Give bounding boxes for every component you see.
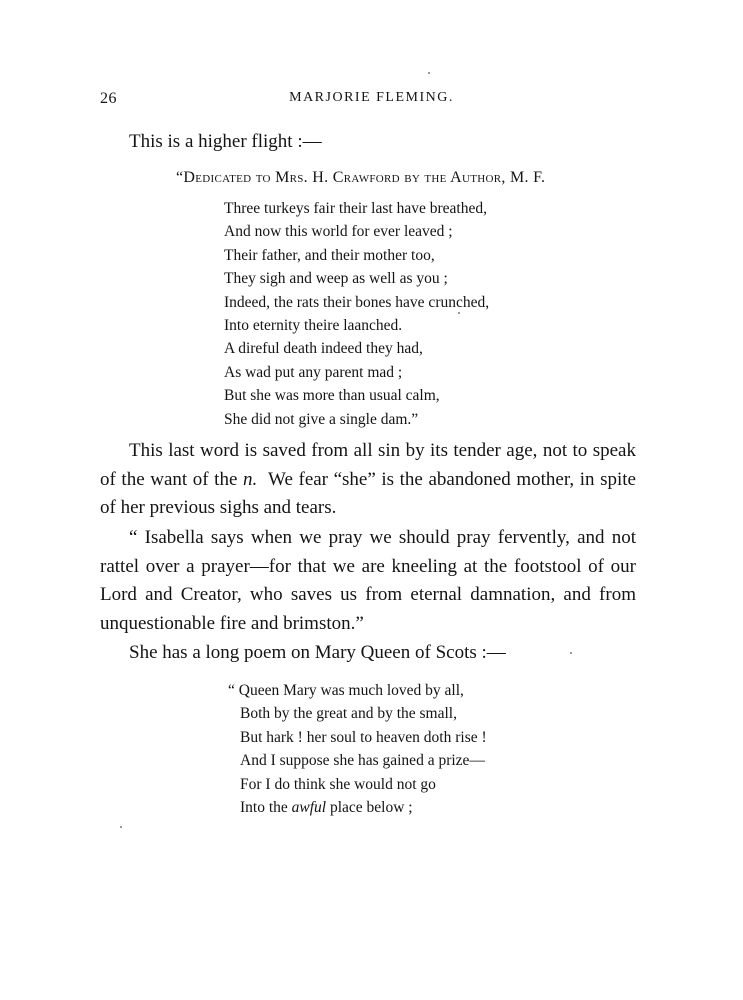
paragraph-text: We fear “she” is the abandoned mother, in spite of her previous sighs and tears. [100, 468, 641, 519]
poem-line: And I suppose she has gained a prize— [240, 752, 485, 770]
scan-speck [120, 826, 122, 828]
poem-line: Indeed, the rats their bones have crunched, [224, 293, 490, 311]
poem-text: Into the [240, 798, 292, 816]
poem-line: A direful death indeed they had, [224, 340, 423, 358]
poem-line: Into eternity theire laanched. [224, 316, 403, 334]
paragraph-last-word [100, 437, 641, 523]
poem-line: “ Queen Mary was much loved by all, [228, 682, 464, 699]
scan-speck [458, 312, 460, 314]
scan-speck [428, 72, 430, 74]
paragraph-isabella-quote: “ Isabella says when we pray we should pray fervently, and not rattel over a prayer—for that we are kneeling at the footstool of our Lord and Creator, who saves us from eternal damnation, and from unquestionable fire and brimston.” [100, 527, 636, 635]
scan-speck [570, 652, 572, 654]
poem-line: She did not give a single dam.” [224, 410, 419, 428]
page-number: 26 [100, 90, 117, 107]
poem-line: For I do think she would not go [240, 775, 436, 793]
dedication-open-quote: “ [176, 169, 184, 186]
poem-turkeys [224, 197, 489, 431]
italic-awful: awful [291, 798, 327, 816]
paragraph-text: This last word is saved from all sin by its tender age, not to speak of the want of the [100, 440, 636, 490]
poem-queen-mary [228, 679, 487, 819]
poem-line: As wad put any parent mad ; [224, 363, 403, 381]
poem-line: And now this world for ever leaved ; [224, 223, 453, 241]
poem-line [228, 796, 487, 819]
poem-line: Both by the great and by the small, [240, 705, 457, 723]
poem-line: But she was more than usual calm, [224, 387, 440, 405]
poem-text: place below ; [326, 798, 413, 816]
poem-line: Three turkeys fair their last have breathed, [224, 200, 487, 217]
running-title: MARJORIE FLEMING. [289, 90, 454, 105]
poem-line: But hark ! her soul to heaven doth rise ! [240, 728, 487, 746]
paragraph-mary-intro: She has a long poem on Mary Queen of Scots :— [129, 642, 506, 663]
dedication-heading [176, 169, 545, 187]
italic-n: n. [242, 468, 258, 490]
dedication-text: Dedicated to Mrs. H. Crawford by the Author, M. F. [183, 169, 546, 186]
intro-line: This is a higher flight :— [129, 131, 322, 152]
poem-line: Their father, and their mother too, [224, 246, 435, 264]
poem-line: They sigh and weep as well as you ; [224, 270, 448, 288]
